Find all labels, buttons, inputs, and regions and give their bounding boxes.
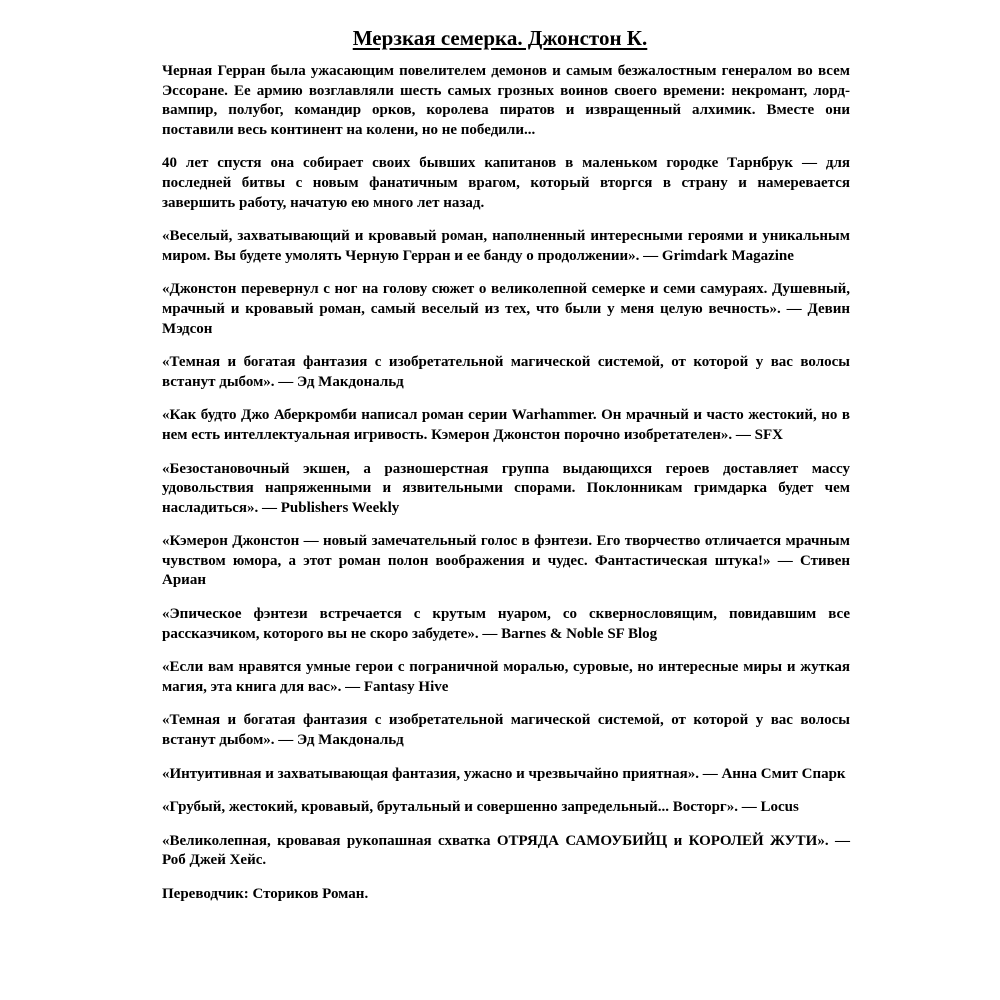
- translator-credit: Переводчик: Сториков Роман.: [162, 886, 369, 902]
- review-quote-ed-mcdonald-2: «Темная и богатая фантазия с изобретательной магической системой, от которой у вас волосы встанут дыбом». — Эд Макдональд: [162, 712, 850, 749]
- review-quote-stephen-aryan: «Кэмерон Джонстон — новый замечательный голос в фэнтези. Его творчество отличается мрачным чувством юмора, а этот роман полон воображения и чудес. Фантастическая штука!» — Стивен Ариан: [162, 533, 850, 589]
- review-quote-sfx: «Как будто Джо Аберкромби написал роман серии Warhammer. Он мрачный и часто жестокий, но в нем есть интеллектуальная игривость. Кэмерон Джонстон порочно изобретателен». — SFX: [162, 407, 850, 443]
- review-quote-ed-mcdonald-1: «Темная и богатая фантазия с изобретательной магической системой, от которой у вас волосы встанут дыбом». — Эд Макдональд: [162, 354, 850, 390]
- review-quote-barnes-noble: «Эпическое фэнтези встречается с крутым нуаром, со сквернословящим, повидавшим все рассказчиком, которого вы не скоро забудете». — Barnes & Noble SF Blog: [162, 606, 850, 642]
- review-quote-locus: «Грубый, жестокий, кровавый, брутальный и совершенно запредельный... Восторг». — Locus: [162, 799, 799, 816]
- paragraph-synopsis-1: Черная Герран была ужасающим повелителем демонов и самым безжалостным генералом во всем Эссоране. Ее армию возглавляли шесть самых грозных воинов своего времени: некромант, лорд-вампир, полубог, командир орков, королева пиратов и извращенный алхимик. Вместе они поставили весь континент на колени, но не победили...: [162, 63, 850, 138]
- review-quote-fantasy-hive: «Если вам нравятся умные герои с пограничной моралью, суровые, но интересные миры и жуткая магия, эта книга для вас». — Fantasy Hive: [162, 659, 850, 695]
- page-title: [0, 24, 1000, 52]
- document-body: [162, 62, 850, 919]
- page-title-text: Мерзкая семерка. Джонстон К.: [352, 26, 648, 50]
- review-quote-rob-j-hayes: «Великолепная, кровавая рукопашная схватка ОТРЯДА САМОУБИЙЦ и КОРОЛЕЙ ЖУТИ». — Роб Джей Хейс.: [162, 832, 850, 869]
- paragraph-synopsis-2: 40 лет спустя она собирает своих бывших капитанов в маленьком городке Тарнбрук — для последней битвы с новым фанатичным врагом, который вторгся в страну и намеревается завершить работу, начатую ею много лет назад.: [162, 155, 850, 211]
- review-quote-publishers-weekly: «Безостановочный экшен, а разношерстная группа выдающихся героев доставляет массу удовольствия напряженными и язвительными спорами. Поклонникам гримдарка будет чем насладиться». — Publishers Weekly: [162, 460, 850, 516]
- review-quote-devin-madson: «Джонстон перевернул с ног на голову сюжет о великолепной семерке и семи самураях. Душевный, мрачный и кровавый роман, самый веселый из тех, что были у меня целую вечность». — Девин Мэдсон: [162, 281, 850, 337]
- review-quote-anna-smith-spark: «Интуитивная и захватывающая фантазия, ужасно и чрезвычайно приятная». — Анна Смит Спарк: [162, 765, 846, 782]
- review-quote-grimdark-magazine: «Веселый, захватывающий и кровавый роман, наполненный интересными героями и уникальным миром. Вы будете умолять Черную Герран и ее банду о продолжении». — Grimdark Magazine: [162, 228, 850, 264]
